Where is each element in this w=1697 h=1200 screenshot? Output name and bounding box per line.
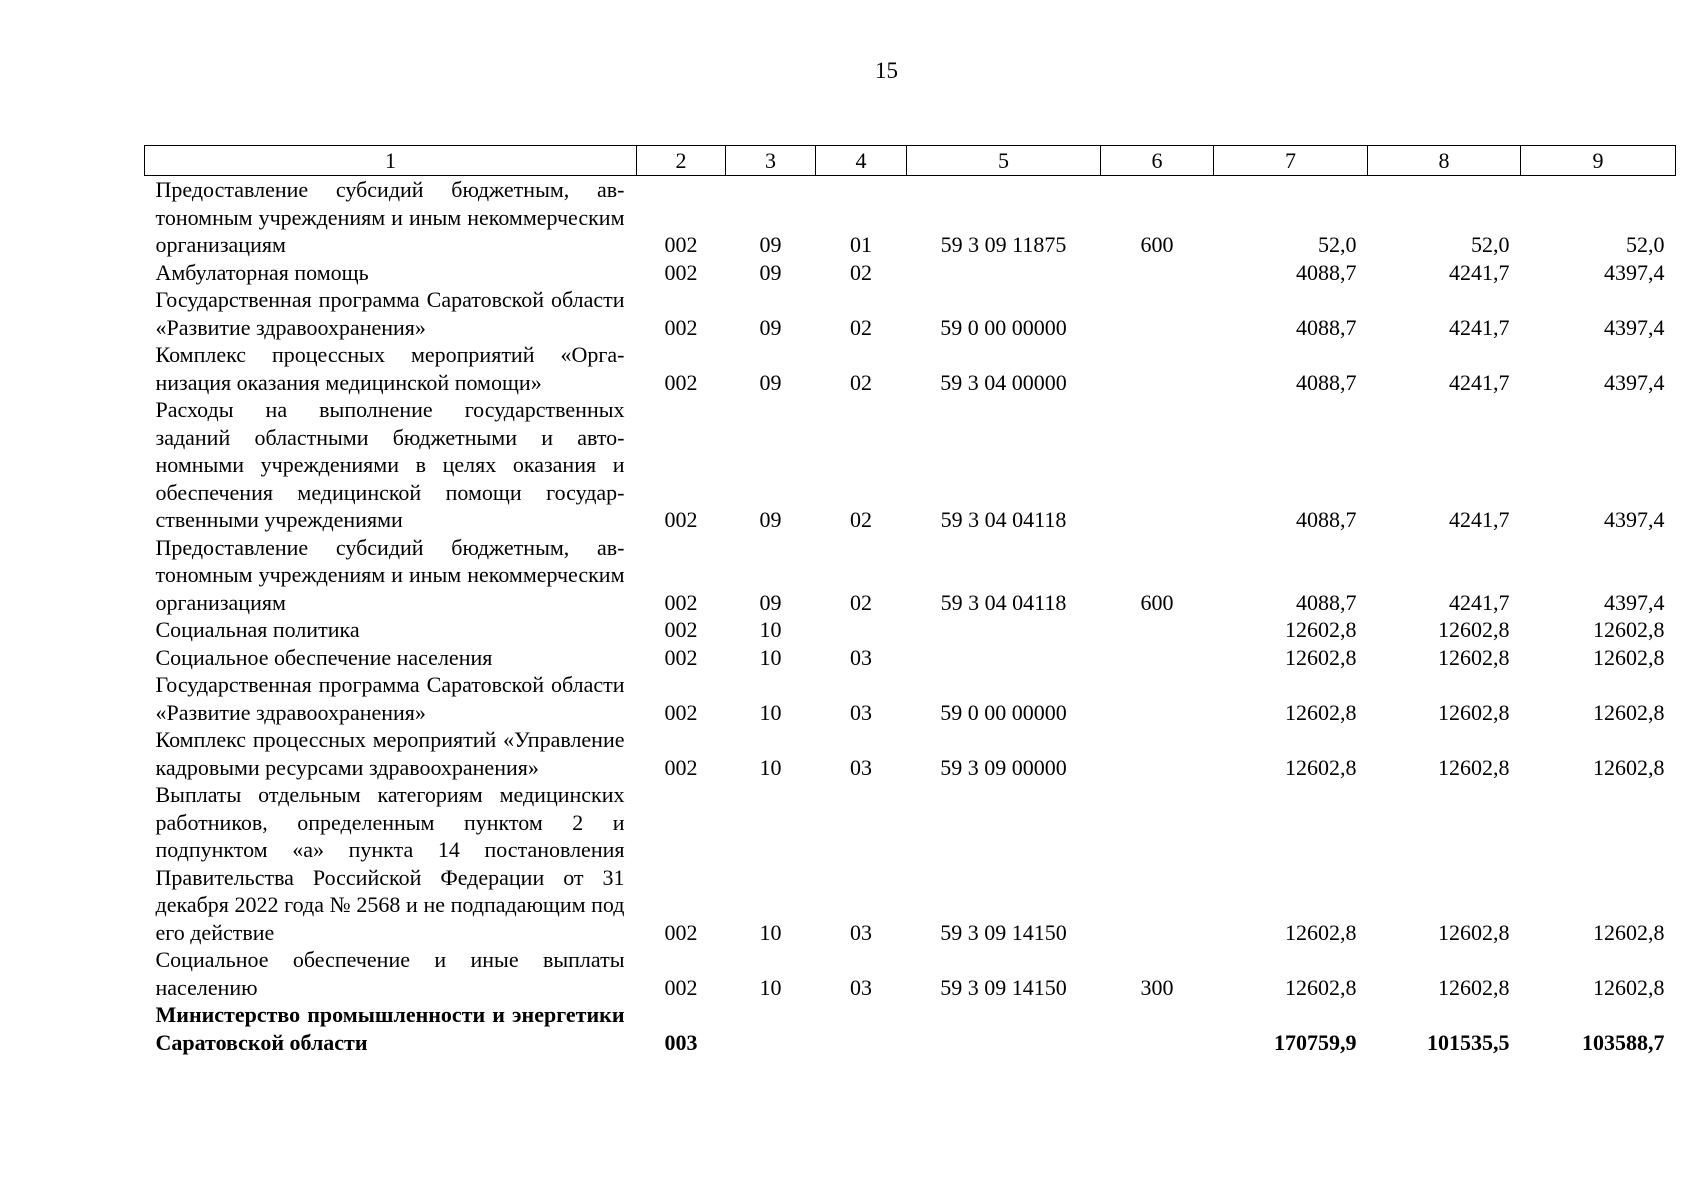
amount-col7: 4088,7 <box>1296 314 1357 340</box>
amount-col7: 4088,7 <box>1296 259 1357 285</box>
header-cell: 2 <box>637 146 726 176</box>
subsection-code: 03 <box>850 919 872 945</box>
section-code: 10 <box>759 974 782 1000</box>
amount-col7: 12602,8 <box>1285 699 1357 725</box>
row-name: Социальное обеспечение и иные выплаты населению <box>155 947 625 1000</box>
table-row <box>145 286 1676 341</box>
amount-col7: 4088,7 <box>1296 507 1357 532</box>
expense-type-code <box>1101 1001 1214 1056</box>
amount-col7: 12602,8 <box>1285 919 1357 945</box>
amount-col8: 12602,8 <box>1438 644 1510 670</box>
section-code: 09 <box>759 232 782 257</box>
header-cell: 6 <box>1101 146 1214 176</box>
amount-col9: 12602,8 <box>1593 919 1665 945</box>
ministry-code: 002 <box>664 699 698 725</box>
table-row <box>145 671 1676 726</box>
row-name: Амбулаторная помощь <box>155 259 369 285</box>
ministry-code: 002 <box>664 314 698 340</box>
table-row <box>145 534 1676 617</box>
page-number: 15 <box>875 58 898 83</box>
amount-col9: 4397,4 <box>1604 589 1665 615</box>
table-body <box>145 176 1676 1057</box>
target-article-code: 59 3 09 00000 <box>940 754 1067 780</box>
row-name: Предоставление субсидий бюджетным, автономным учреждениям и иным некоммерческим организациям <box>155 177 625 257</box>
amount-col7: 170759,9 <box>1274 1029 1357 1055</box>
ministry-code: 002 <box>664 644 698 670</box>
expense-type-code <box>1101 644 1214 672</box>
subsection-code: 02 <box>850 314 872 340</box>
section-code: 10 <box>759 699 782 725</box>
row-name: Предоставление субсидий бюджетным, автономным учреждениям и иным некоммерческим организациям <box>155 534 625 615</box>
header-cell: 5 <box>907 146 1101 176</box>
target-article-code: 59 3 09 14150 <box>940 919 1067 945</box>
amount-col9: 4397,4 <box>1604 259 1665 285</box>
subsection-code: 01 <box>850 232 872 257</box>
expense-type-code <box>1101 726 1214 781</box>
amount-col9: 4397,4 <box>1604 507 1665 532</box>
amount-col8: 4241,7 <box>1449 314 1510 340</box>
expense-type-code <box>1101 341 1214 396</box>
section-code: 09 <box>759 259 782 285</box>
amount-col8: 12602,8 <box>1438 617 1510 642</box>
section-code: 10 <box>759 644 782 670</box>
expense-type-code: 600 <box>1140 589 1174 615</box>
section-code: 10 <box>759 754 782 780</box>
ministry-code: 002 <box>664 754 698 780</box>
table-row <box>145 1001 1676 1056</box>
amount-col8: 52,0 <box>1471 232 1510 257</box>
subsection-code: 02 <box>850 507 872 532</box>
amount-col8: 12602,8 <box>1438 974 1510 1000</box>
amount-col9: 12602,8 <box>1593 699 1665 725</box>
amount-col9: 4397,4 <box>1604 314 1665 340</box>
subsection-code <box>816 1001 907 1056</box>
amount-col7: 12602,8 <box>1285 974 1357 1000</box>
section-code: 09 <box>759 589 782 615</box>
expense-type-code: 600 <box>1140 232 1174 257</box>
amount-col7: 12602,8 <box>1285 644 1357 670</box>
amount-col9: 12602,8 <box>1593 617 1665 642</box>
target-article-code: 59 3 09 11875 <box>940 232 1067 257</box>
row-name: Государственная программа Саратовской области «Развитие здравоохранения» <box>155 672 625 725</box>
header-cell: 7 <box>1214 146 1368 176</box>
amount-col9: 12602,8 <box>1593 644 1665 670</box>
expense-type-code: 300 <box>1140 974 1174 1000</box>
amount-col8: 12602,8 <box>1438 699 1510 725</box>
table-row <box>145 946 1676 1001</box>
subsection-code: 02 <box>850 369 872 395</box>
header-cell: 3 <box>726 146 816 176</box>
ministry-code: 002 <box>664 369 698 395</box>
target-article-code: 59 3 04 04118 <box>940 589 1067 615</box>
expense-type-code <box>1101 671 1214 726</box>
amount-col9: 12602,8 <box>1593 974 1665 1000</box>
row-name: Расходы на выполнение государственных заданий областными бюджетными и автономными учреждениями в целях оказания и обеспечения медицинской помощи государственными учреждениями <box>155 397 625 532</box>
amount-col9: 4397,4 <box>1604 369 1665 395</box>
amount-col9: 103588,7 <box>1582 1029 1665 1055</box>
budget-table <box>144 145 1676 1056</box>
subsection-code: 03 <box>850 699 872 725</box>
target-article-code <box>907 616 1101 644</box>
row-name: Министерство промышленности и энергетики Саратовской области <box>155 1002 625 1055</box>
expense-type-code <box>1101 396 1214 534</box>
header-row <box>145 146 1676 176</box>
ministry-code: 002 <box>664 507 698 532</box>
subsection-code: 03 <box>850 644 872 670</box>
ministry-code: 002 <box>664 589 698 615</box>
row-name: Социальная политика <box>155 617 360 642</box>
section-code: 09 <box>759 314 782 340</box>
row-name: Выплаты отдельным категориям медицинских работников, определенным пунктом 2 и подпунктом «а» пункта 14 постановления Правительства Российской Федерации от 31 декабря 2022 года № 2568 и не подпадающим под его действие <box>155 782 625 945</box>
ministry-code: 002 <box>664 617 698 642</box>
header-cell: 8 <box>1368 146 1521 176</box>
ministry-code: 002 <box>664 232 698 257</box>
amount-col8: 4241,7 <box>1449 507 1510 532</box>
section-code: 10 <box>759 919 782 945</box>
row-name: Комплекс процессных мероприятий «Организация оказания медицинской помощи» <box>155 342 625 395</box>
ministry-code: 002 <box>664 974 698 1000</box>
table-row <box>145 176 1676 259</box>
target-article-code: 59 0 00 00000 <box>940 314 1067 340</box>
amount-col7: 12602,8 <box>1285 754 1357 780</box>
ministry-code: 002 <box>664 259 698 285</box>
subsection-code: 03 <box>850 754 872 780</box>
target-article-code <box>907 1001 1101 1056</box>
target-article-code: 59 0 00 00000 <box>940 699 1067 725</box>
subsection-code: 02 <box>850 589 872 615</box>
table-row <box>145 616 1676 644</box>
header-cell: 4 <box>816 146 907 176</box>
header-cell: 1 <box>145 146 637 176</box>
subsection-code <box>816 616 907 644</box>
table-row <box>145 781 1676 946</box>
amount-col7: 52,0 <box>1318 232 1357 257</box>
table-row <box>145 341 1676 396</box>
section-code: 10 <box>759 617 782 642</box>
amount-col8: 12602,8 <box>1438 754 1510 780</box>
expense-type-code <box>1101 781 1214 946</box>
amount-col7: 4088,7 <box>1296 589 1357 615</box>
section-code <box>726 1001 816 1056</box>
table-header <box>145 146 1676 176</box>
amount-col8: 4241,7 <box>1449 259 1510 285</box>
target-article-code <box>907 644 1101 672</box>
table-row <box>145 259 1676 287</box>
header-cell: 9 <box>1521 146 1676 176</box>
amount-col9: 52,0 <box>1626 232 1665 257</box>
target-article-code <box>907 259 1101 287</box>
amount-col8: 4241,7 <box>1449 369 1510 395</box>
table-row <box>145 644 1676 672</box>
amount-col8: 101535,5 <box>1427 1029 1510 1055</box>
amount-col9: 12602,8 <box>1593 754 1665 780</box>
ministry-code: 002 <box>664 919 698 945</box>
subsection-code: 02 <box>850 259 872 285</box>
table-row <box>145 396 1676 534</box>
target-article-code: 59 3 04 04118 <box>940 507 1067 532</box>
section-code: 09 <box>759 507 782 532</box>
expense-type-code <box>1101 286 1214 341</box>
section-code: 09 <box>759 369 782 395</box>
amount-col8: 12602,8 <box>1438 919 1510 945</box>
target-article-code: 59 3 04 00000 <box>940 369 1067 395</box>
ministry-code: 003 <box>664 1029 698 1055</box>
row-name: Государственная программа Саратовской области «Развитие здравоохранения» <box>155 287 625 340</box>
amount-col7: 12602,8 <box>1285 617 1357 642</box>
subsection-code: 03 <box>850 974 872 1000</box>
target-article-code: 59 3 09 14150 <box>940 974 1067 1000</box>
row-name: Социальное обеспечение населения <box>155 644 493 670</box>
row-name: Комплекс процессных мероприятий «Управление кадровыми ресурсами здравоохранения» <box>155 727 625 780</box>
expense-type-code <box>1101 616 1214 644</box>
table-row <box>145 726 1676 781</box>
amount-col8: 4241,7 <box>1449 589 1510 615</box>
expense-type-code <box>1101 259 1214 287</box>
amount-col7: 4088,7 <box>1296 369 1357 395</box>
